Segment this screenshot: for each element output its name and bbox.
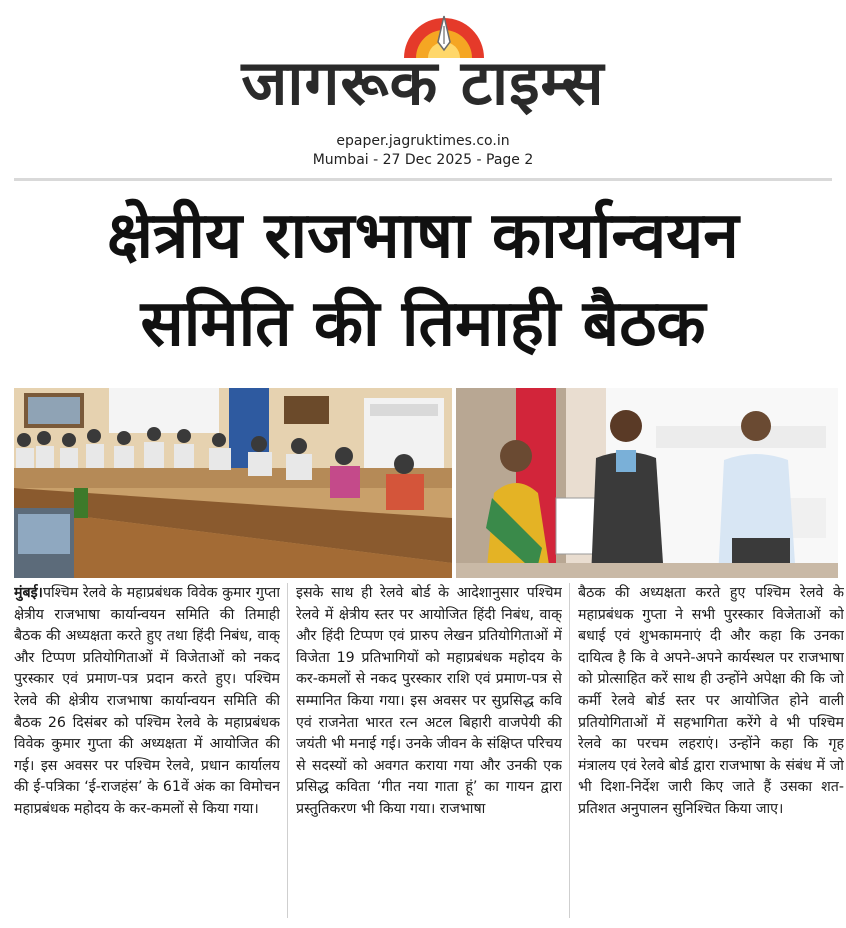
column-divider <box>287 583 288 918</box>
article-column-1 <box>14 583 280 921</box>
award-ceremony-photo-icon <box>456 388 838 578</box>
article-column-3 <box>578 583 844 921</box>
column-divider <box>569 583 570 918</box>
article-dateline: मुंबई। <box>14 585 43 601</box>
edition-line: Mumbai - 27 Dec 2025 - Page 2 <box>312 152 534 168</box>
meeting-photo-icon <box>14 388 452 578</box>
website-url[interactable]: epaper.jagruktimes.co.in <box>336 133 510 149</box>
article-column-1-text: पश्चिम रेलवे के महाप्रबंधक विवेक कुमार गुप्ता क्षेत्रीय राजभाषा कार्यान्वयन समिति की तिमाही बैठक की अध्यक्षता करते हुए तथा हिंदी निबंध, वाक् और टिप्पण प्रतियोगिताओं में विजेताओं को नकद पुरस्कार एवं प्रमाण-पत्र प्रदान करते हुए। पश्चिम रेलवे की क्षेत्रीय राजभाषा कार्यान्वयन समिति की बैठक 26 दिसंबर को पश्चिम रेलवे के महाप्रबंधक विवेक कुमार गुप्ता की अध्यक्षता में आयोजित की गई। इस अवसर पर पश्चिम रेलवे, प्रधान कार्यालय की ई-पत्रिका ‘ई-राजहंस’ के 61वें अंक का विमोचन महाप्रबंधक महोदय के कर-कमलों से किया गया। <box>14 585 280 817</box>
headline-line-1: क्षेत्रीय राजभाषा कार्यान्वयन <box>107 199 739 273</box>
article-column-2 <box>296 583 562 921</box>
masthead <box>0 0 846 180</box>
meeting-photo <box>14 388 452 578</box>
headline-line-2: समिति की तिमाही बैठक <box>140 287 706 361</box>
article-column-2-text: इसके साथ ही रेलवे बोर्ड के आदेशानुसार पश्चिम रेलवे में क्षेत्रीय स्तर पर आयोजित हिंदी निबंध, वाक् और हिंदी टिप्पण एवं प्रारुप लेखन प्रतियोगिताओं में विजेता 19 प्रतिभागियों को महाप्रबंधक महोदय के कर-कमलों से नकद पुरस्कार राशि एवं प्रमाण-पत्र से सम्मानित किया गया। इस अवसर पर सुप्रसिद्ध कवि एवं राजनेता भारत रत्न अटल बिहारी वाजपेयी की जयंती भी मनाई गई। उनके जीवन के संक्षिप्त परिचय से सदस्यों को अवगत कराया गया और उनकी एक प्रसिद्ध कविता ‘गीत नया गाता हूं’ का गायन द्वारा प्रस्तुतिकरण भी किया गया। राजभाषा <box>296 585 562 817</box>
masthead-divider <box>14 178 832 181</box>
headline <box>0 192 846 368</box>
award-ceremony-photo <box>456 388 838 578</box>
article-column-3-text: बैठक की अध्यक्षता करते हुए पश्चिम रेलवे के महाप्रबंधक गुप्ता ने सभी पुरस्कार विजेताओं को बधाई एवं शुभकामनाएं दी और कहा कि उनका दायित्व है कि वे अपने-अपने कार्यस्थल पर राजभाषा को प्रोत्साहित करें साथ ही उन्होंने अपेक्षा की कि जो कर्मी रेलवे बोर्ड स्तर पर आयोजित होने वाली प्रतियोगिताओं में सहभागिता करेंगे वे भी पश्चिम रेलवे का परचम लहराएं। उन्होंने कहा कि गृह मंत्रालय एवं रेलवे बोर्ड द्वारा राजभाषा के संबंध में जो भी दिशा-निर्देश जारी किए जाते हैं उसका शत-प्रतिशत अनुपालन सुनिश्चित किया जाए। <box>578 585 844 817</box>
logo-text: जागरूक टाइम्स <box>241 46 605 119</box>
